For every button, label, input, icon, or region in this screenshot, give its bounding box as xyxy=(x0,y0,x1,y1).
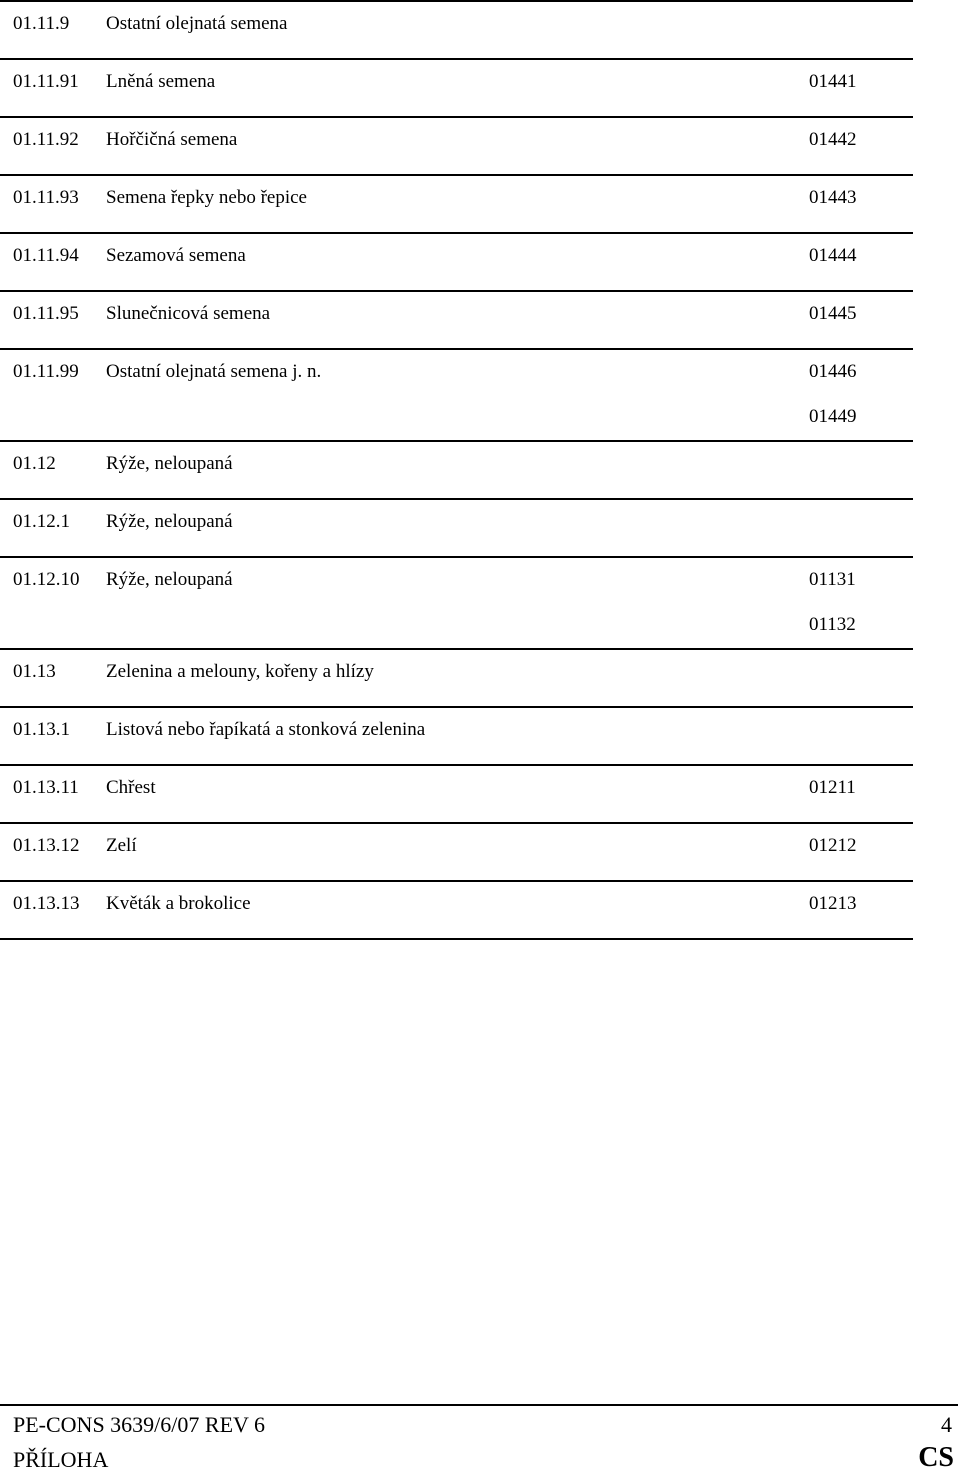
footer-divider xyxy=(0,1404,958,1406)
row-cpc-code: 01212 xyxy=(809,835,857,856)
row-code: 01.11.95 xyxy=(13,303,79,324)
table-row xyxy=(0,60,913,118)
row-code: 01.12.10 xyxy=(13,569,80,590)
table-row xyxy=(0,292,913,350)
table-row xyxy=(0,824,913,882)
row-cpc-code: 01442 xyxy=(809,129,857,150)
table-row xyxy=(0,650,913,708)
row-code: 01.13 xyxy=(13,661,56,682)
row-code: 01.11.91 xyxy=(13,71,79,92)
row-cpc-code: 01449 xyxy=(809,406,857,427)
row-code: 01.11.9 xyxy=(13,13,70,34)
row-cpc-code: 01444 xyxy=(809,245,857,266)
table-row xyxy=(0,118,913,176)
row-description: Rýže, neloupaná xyxy=(106,569,233,590)
row-code: 01.13.1 xyxy=(13,719,70,740)
row-cpc-code: 01211 xyxy=(809,777,856,798)
row-code: 01.11.92 xyxy=(13,129,79,150)
document-reference: PE-CONS 3639/6/07 REV 6 xyxy=(13,1412,266,1437)
row-code: 01.13.12 xyxy=(13,835,80,856)
row-cpc-code: 01132 xyxy=(809,614,856,635)
table-row xyxy=(0,350,913,442)
table-row xyxy=(0,882,913,940)
row-code: 01.12 xyxy=(13,453,56,474)
row-cpc-code: 01445 xyxy=(809,303,857,324)
table-row xyxy=(0,234,913,292)
row-description: Ostatní olejnatá semena xyxy=(106,13,288,34)
row-description: Sezamová semena xyxy=(106,245,246,266)
row-description: Listová nebo řapíkatá a stonková zelenina xyxy=(106,719,426,740)
row-description: Rýže, neloupaná xyxy=(106,511,233,532)
table-row xyxy=(0,442,913,500)
row-cpc-code: 01213 xyxy=(809,893,857,914)
row-cpc-code: 01441 xyxy=(809,71,857,92)
row-description: Květák a brokolice xyxy=(106,893,251,914)
table-row xyxy=(0,2,913,60)
page-number: 4 xyxy=(941,1412,952,1437)
row-description: Semena řepky nebo řepice xyxy=(106,187,307,208)
row-cpc-code: 01131 xyxy=(809,569,856,590)
annex-label: PŘÍLOHA xyxy=(13,1447,109,1472)
row-description: Slunečnicová semena xyxy=(106,303,271,324)
table-row xyxy=(0,176,913,234)
row-code: 01.11.99 xyxy=(13,361,79,382)
row-description: Chřest xyxy=(106,777,156,798)
row-cpc-code: 01446 xyxy=(809,361,857,382)
row-description: Ostatní olejnatá semena j. n. xyxy=(106,361,322,382)
row-description: Rýže, neloupaná xyxy=(106,453,233,474)
table-row xyxy=(0,766,913,824)
row-code: 01.11.93 xyxy=(13,187,79,208)
row-description: Lněná semena xyxy=(106,71,216,92)
row-code: 01.11.94 xyxy=(13,245,79,266)
table-row xyxy=(0,708,913,766)
row-code: 01.12.1 xyxy=(13,511,70,532)
row-description: Zelí xyxy=(106,835,137,856)
language-code: CS xyxy=(918,1442,954,1473)
table-row xyxy=(0,558,913,650)
table-row xyxy=(0,500,913,558)
row-cpc-code: 01443 xyxy=(809,187,857,208)
row-description: Hořčičná semena xyxy=(106,129,238,150)
row-description: Zelenina a melouny, kořeny a hlízy xyxy=(106,661,374,682)
row-code: 01.13.13 xyxy=(13,893,80,914)
row-code: 01.13.11 xyxy=(13,777,79,798)
